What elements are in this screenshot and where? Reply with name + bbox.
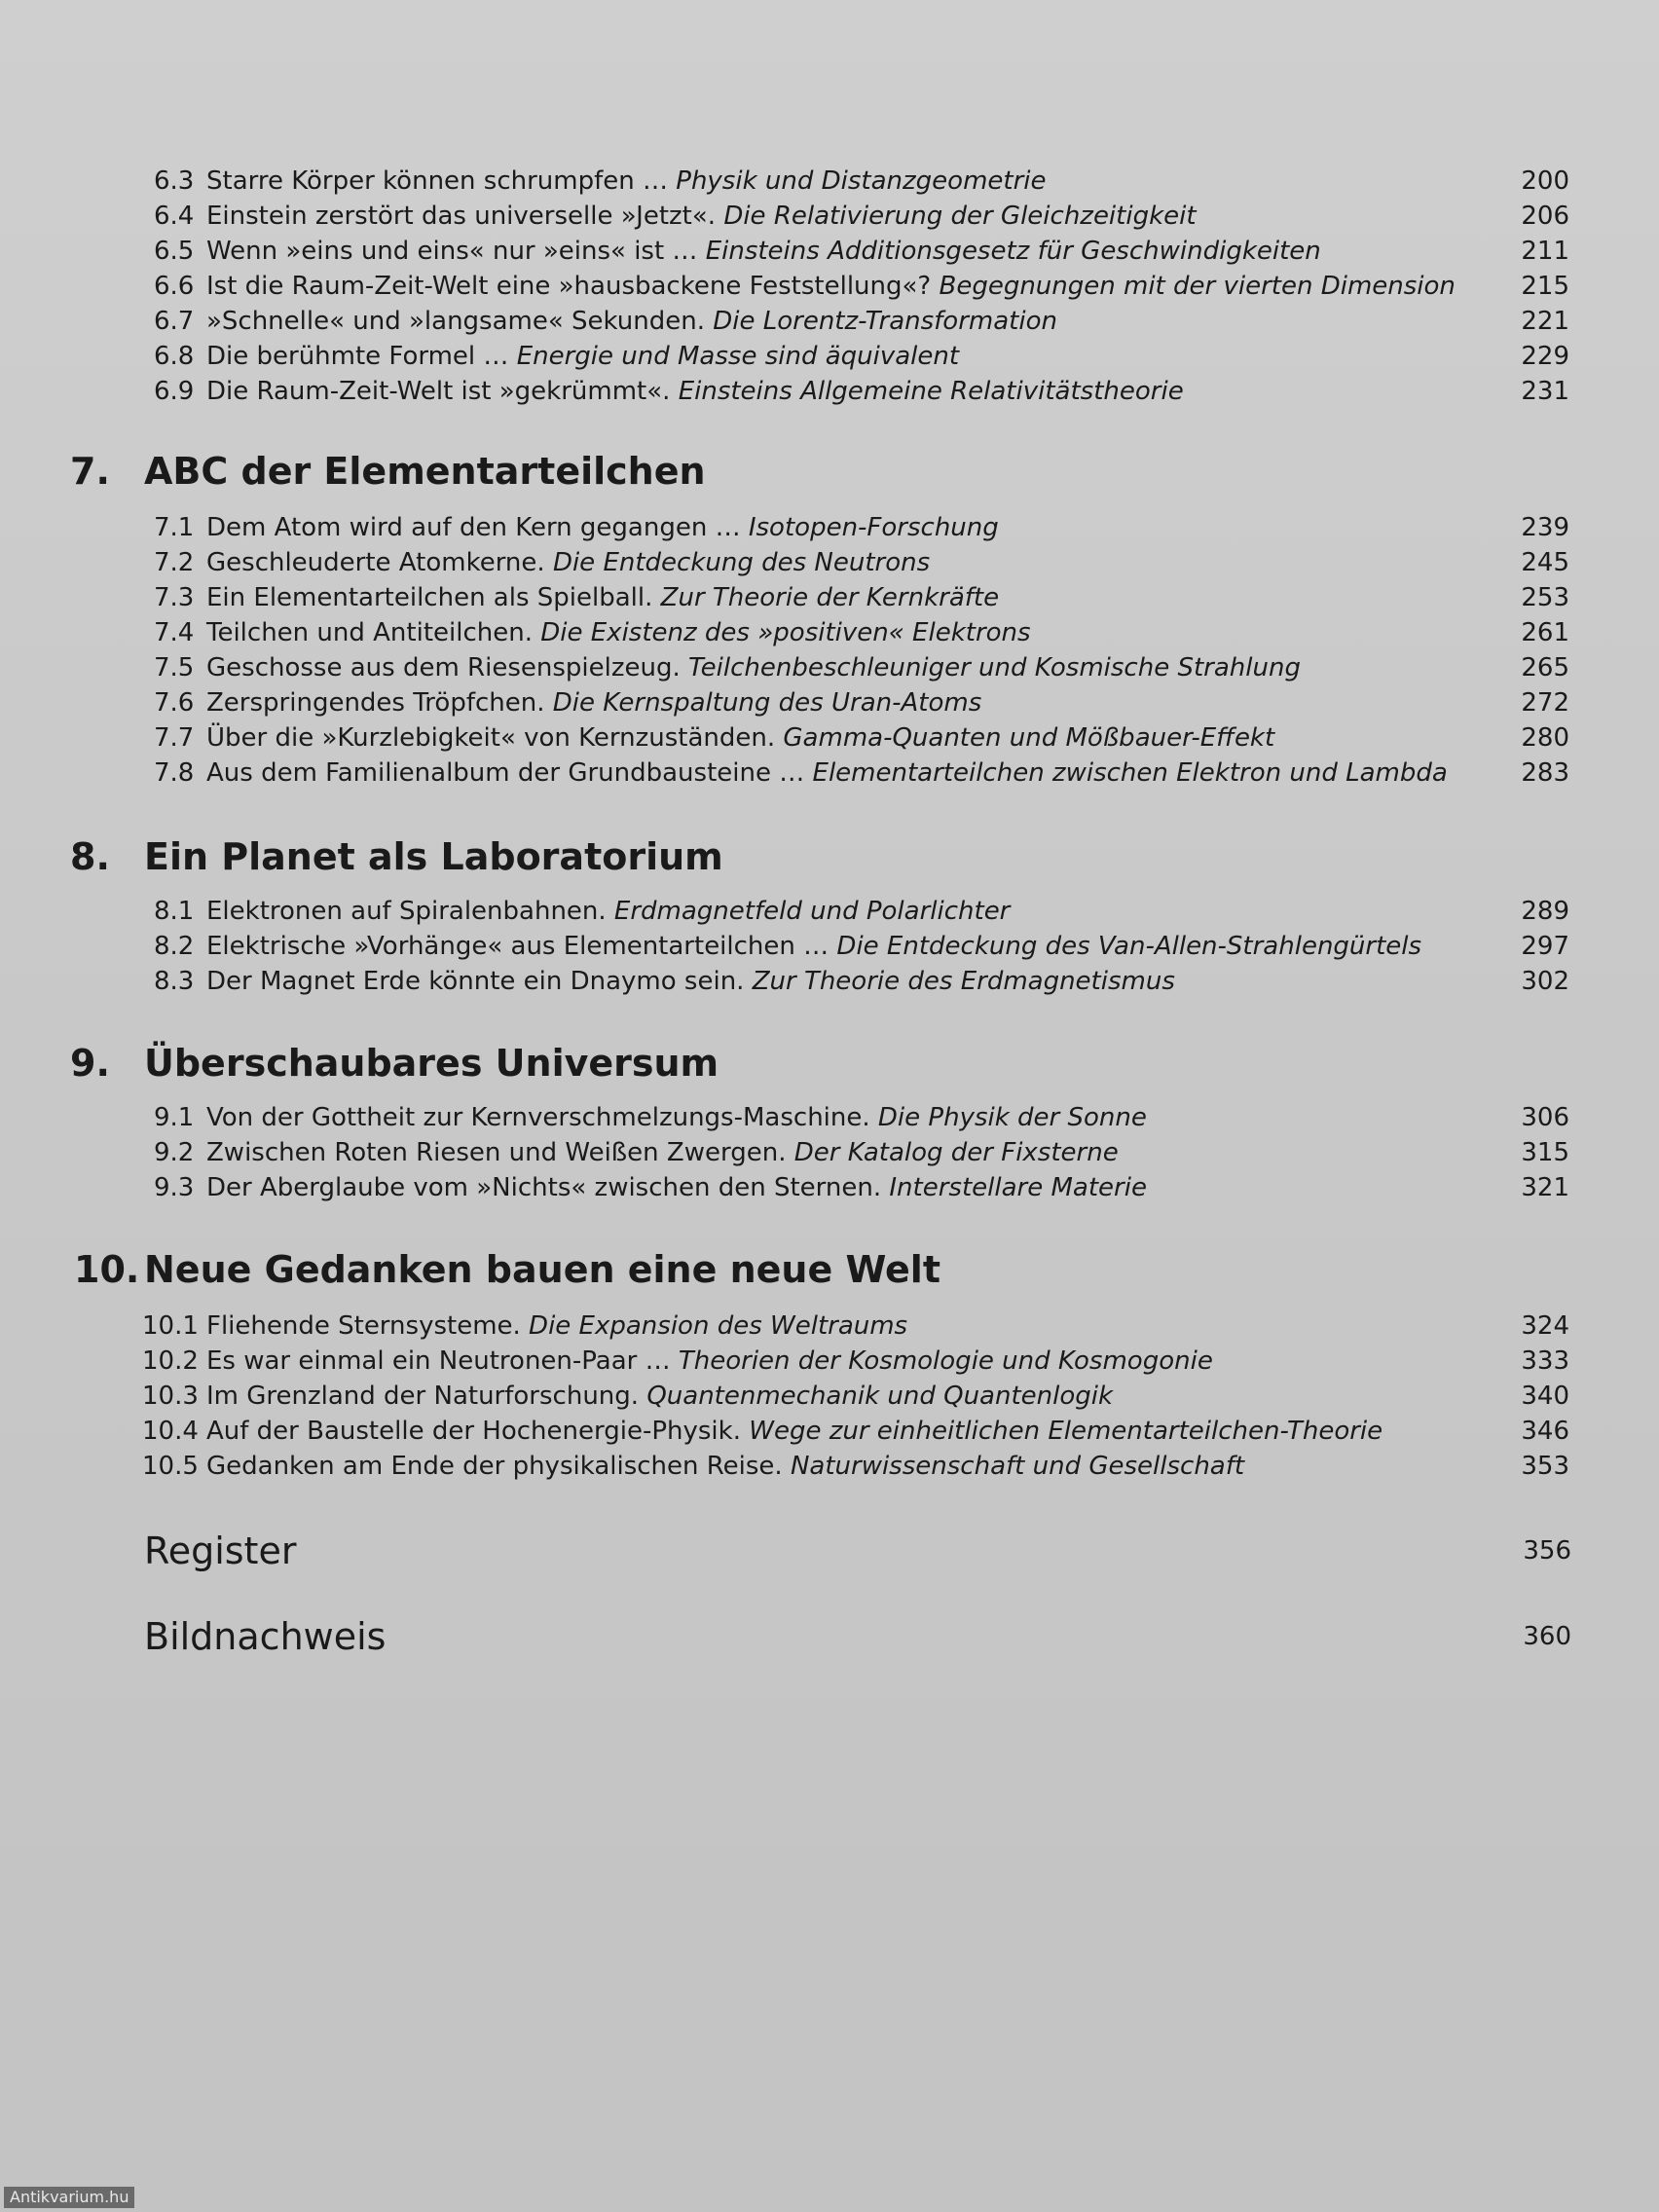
entry-subtitle: Naturwissenschaft und Gesellschaft xyxy=(790,1452,1245,1481)
entry-subtitle: Energie und Masse sind äquivalent xyxy=(516,342,960,371)
toc-entry xyxy=(154,580,1569,615)
entry-page: 353 xyxy=(1521,1452,1569,1481)
entry-number: 7.6 xyxy=(154,688,195,718)
entry-subtitle: Elementarteilchen zwischen Elektron und Lambda xyxy=(812,758,1448,788)
toc-entry xyxy=(142,1344,1569,1379)
entry-subtitle: Quantenmechanik und Quantenlogik xyxy=(646,1382,1114,1411)
entry-title: Auf der Baustelle der Hochenergie-Physik. xyxy=(206,1417,750,1446)
entry-number: 7.1 xyxy=(154,513,195,542)
toc-entry xyxy=(154,304,1569,339)
chapter-number: 7. xyxy=(70,450,110,493)
entry-title: Es war einmal ein Neutronen-Paar … xyxy=(206,1346,679,1376)
entry-page: 346 xyxy=(1521,1417,1569,1446)
entry-subtitle: Teilchenbeschleuniger und Kosmische Strahlung xyxy=(688,653,1301,682)
toc-entry xyxy=(154,339,1569,374)
entry-subtitle: Erdmagnetfeld und Polarlichter xyxy=(613,897,1011,926)
entry-subtitle: Theorien der Kosmologie und Kosmogonie xyxy=(678,1346,1213,1376)
toc-entry xyxy=(154,1135,1569,1170)
entry-subtitle: Isotopen-Forschung xyxy=(748,513,999,542)
entry-number: 7.5 xyxy=(154,653,195,682)
entry-number: 7.2 xyxy=(154,548,195,577)
chapter-number: 8. xyxy=(70,835,110,878)
toc-entry xyxy=(154,199,1569,234)
entry-subtitle: Interstellare Materie xyxy=(889,1173,1147,1202)
entry-page: 333 xyxy=(1521,1346,1569,1376)
entry-title: Starre Körper können schrumpfen … xyxy=(206,166,677,196)
entry-page: 253 xyxy=(1521,583,1569,612)
entry-number: 9.1 xyxy=(154,1103,195,1132)
entry-page: 239 xyxy=(1521,513,1569,542)
entry-subtitle: Die Lorentz-Transformation xyxy=(713,307,1057,336)
toc-entry xyxy=(142,1449,1569,1484)
entry-page: 306 xyxy=(1521,1103,1569,1132)
entry-subtitle: Die Entdeckung des Van-Allen-Strahlengürtels xyxy=(836,932,1422,961)
back-matter-entry xyxy=(144,1527,1571,1575)
entry-page: 315 xyxy=(1521,1138,1569,1167)
entry-number: 6.4 xyxy=(154,202,195,231)
back-matter-entry xyxy=(144,1612,1571,1661)
chapter-title: Neue Gedanken bauen eine neue Welt xyxy=(144,1248,941,1291)
entry-page: 215 xyxy=(1521,272,1569,301)
back-matter-page: 360 xyxy=(1523,1622,1571,1651)
entry-title: Der Magnet Erde könnte ein Dnaymo sein. xyxy=(206,967,753,996)
entry-title: Elektrische »Vorhänge« aus Elementarteilchen … xyxy=(206,932,837,961)
entry-number: 7.8 xyxy=(154,758,195,788)
entry-title: Von der Gottheit zur Kernverschmelzungs-Maschine. xyxy=(206,1103,878,1132)
toc-entry xyxy=(154,374,1569,409)
entry-number: 6.7 xyxy=(154,307,195,336)
entry-page: 206 xyxy=(1521,202,1569,231)
toc-entry xyxy=(142,1379,1569,1414)
entry-number: 6.8 xyxy=(154,342,195,371)
entry-number: 10.1 xyxy=(142,1311,199,1341)
entry-page: 340 xyxy=(1521,1382,1569,1411)
entry-page: 280 xyxy=(1521,723,1569,753)
entry-title: Dem Atom wird auf den Kern gegangen … xyxy=(206,513,749,542)
toc-entry xyxy=(142,1414,1569,1449)
entry-number: 6.5 xyxy=(154,237,195,266)
entry-number: 6.9 xyxy=(154,377,195,406)
entry-number: 7.7 xyxy=(154,723,195,753)
entry-page: 297 xyxy=(1521,932,1569,961)
entry-subtitle: Die Relativierung der Gleichzeitigkeit xyxy=(723,202,1197,231)
entry-title: Teilchen und Antiteilchen. xyxy=(206,618,541,647)
entry-page: 283 xyxy=(1521,758,1569,788)
entry-number: 10.4 xyxy=(142,1417,199,1446)
toc-entry xyxy=(154,615,1569,650)
toc-entry xyxy=(154,929,1569,964)
toc-entry xyxy=(154,685,1569,720)
toc-entry xyxy=(154,1170,1569,1205)
entry-subtitle: Die Physik der Sonne xyxy=(877,1103,1147,1132)
entry-page: 231 xyxy=(1521,377,1569,406)
entry-subtitle: Die Entdeckung des Neutrons xyxy=(552,548,931,577)
entry-title: Gedanken am Ende der physikalischen Reise. xyxy=(206,1452,791,1481)
entry-title: »Schnelle« und »langsame« Sekunden. xyxy=(206,307,714,336)
toc-entry xyxy=(154,234,1569,269)
entry-subtitle: Die Kernspaltung des Uran-Atoms xyxy=(552,688,982,718)
entry-subtitle: Gamma-Quanten und Mößbauer-Effekt xyxy=(783,723,1275,753)
entry-page: 245 xyxy=(1521,548,1569,577)
entry-subtitle: Zur Theorie der Kernkräfte xyxy=(660,583,1000,612)
entry-title: Fliehende Sternsysteme. xyxy=(206,1311,530,1341)
chapter-number: 9. xyxy=(70,1042,110,1085)
entry-title: Die Raum-Zeit-Welt ist »gekrümmt«. xyxy=(206,377,679,406)
entry-page: 211 xyxy=(1521,237,1569,266)
entry-title: Einstein zerstört das universelle »Jetzt«. xyxy=(206,202,724,231)
toc-entry xyxy=(154,545,1569,580)
chapter-title: ABC der Elementarteilchen xyxy=(144,450,706,493)
entry-title: Aus dem Familienalbum der Grundbausteine … xyxy=(206,758,813,788)
entry-subtitle: Die Existenz des »positiven« Elektrons xyxy=(540,618,1031,647)
entry-subtitle: Die Expansion des Weltraums xyxy=(529,1311,908,1341)
entry-page: 321 xyxy=(1521,1173,1569,1202)
toc-entry xyxy=(154,650,1569,685)
chapter-title: Überschaubares Universum xyxy=(144,1042,719,1085)
entry-subtitle: Physik und Distanzgeometrie xyxy=(676,166,1047,196)
entry-page: 200 xyxy=(1521,166,1569,196)
back-matter-title: Bildnachweis xyxy=(144,1615,387,1658)
entry-title: Im Grenzland der Naturforschung. xyxy=(206,1382,647,1411)
entry-number: 6.6 xyxy=(154,272,195,301)
entry-number: 6.3 xyxy=(154,166,195,196)
entry-subtitle: Zur Theorie des Erdmagnetismus xyxy=(752,967,1175,996)
entry-page: 229 xyxy=(1521,342,1569,371)
entry-number: 9.2 xyxy=(154,1138,195,1167)
entry-title: Elektronen auf Spiralenbahnen. xyxy=(206,897,614,926)
entry-number: 8.3 xyxy=(154,967,195,996)
entry-subtitle: Wege zur einheitlichen Elementarteilchen-Theorie xyxy=(749,1417,1383,1446)
entry-page: 324 xyxy=(1521,1311,1569,1341)
back-matter-page: 356 xyxy=(1523,1536,1571,1566)
entry-number: 10.5 xyxy=(142,1452,199,1481)
entry-title: Der Aberglaube vom »Nichts« zwischen den Sternen. xyxy=(206,1173,890,1202)
entry-title: Zerspringendes Tröpfchen. xyxy=(206,688,553,718)
entry-title: Ein Elementarteilchen als Spielball. xyxy=(206,583,661,612)
entry-subtitle: Begegnungen mit der vierten Dimension xyxy=(939,272,1456,301)
entry-title: Zwischen Roten Riesen und Weißen Zwergen. xyxy=(206,1138,794,1167)
entry-number: 7.3 xyxy=(154,583,195,612)
entry-title: Geschosse aus dem Riesenspielzeug. xyxy=(206,653,688,682)
chapter-title: Ein Planet als Laboratorium xyxy=(144,835,723,878)
toc-entry xyxy=(154,894,1569,929)
entry-page: 289 xyxy=(1521,897,1569,926)
watermark-label: Antikvarium.hu xyxy=(4,2187,134,2208)
entry-page: 221 xyxy=(1521,307,1569,336)
entry-title: Die berühmte Formel … xyxy=(206,342,517,371)
entry-subtitle: Einsteins Allgemeine Relativitätstheorie xyxy=(678,377,1184,406)
toc-entry xyxy=(154,720,1569,756)
entry-page: 261 xyxy=(1521,618,1569,647)
entry-subtitle: Einsteins Additionsgesetz für Geschwindigkeiten xyxy=(705,237,1321,266)
toc-entry xyxy=(154,510,1569,545)
entry-page: 265 xyxy=(1521,653,1569,682)
entry-title: Über die »Kurzlebigkeit« von Kernzuständen. xyxy=(206,723,784,753)
chapter-number: 10. xyxy=(74,1248,140,1291)
entry-number: 8.1 xyxy=(154,897,195,926)
entry-number: 7.4 xyxy=(154,618,195,647)
entry-page: 302 xyxy=(1521,967,1569,996)
entry-title: Geschleuderte Atomkerne. xyxy=(206,548,553,577)
entry-title: Wenn »eins und eins« nur »eins« ist … xyxy=(206,237,706,266)
toc-entry xyxy=(154,269,1569,304)
entry-number: 10.3 xyxy=(142,1382,199,1411)
entry-page: 272 xyxy=(1521,688,1569,718)
entry-title: Ist die Raum-Zeit-Welt eine »hausbackene Feststellung«? xyxy=(206,272,940,301)
toc-entry xyxy=(154,1100,1569,1135)
entry-number: 9.3 xyxy=(154,1173,195,1202)
entry-number: 8.2 xyxy=(154,932,195,961)
toc-entry xyxy=(154,964,1569,999)
entry-subtitle: Der Katalog der Fixsterne xyxy=(793,1138,1119,1167)
toc-entry xyxy=(142,1309,1569,1344)
back-matter-title: Register xyxy=(144,1530,297,1572)
toc-entry xyxy=(154,164,1569,199)
toc-entry xyxy=(154,756,1569,791)
entry-number: 10.2 xyxy=(142,1346,199,1376)
